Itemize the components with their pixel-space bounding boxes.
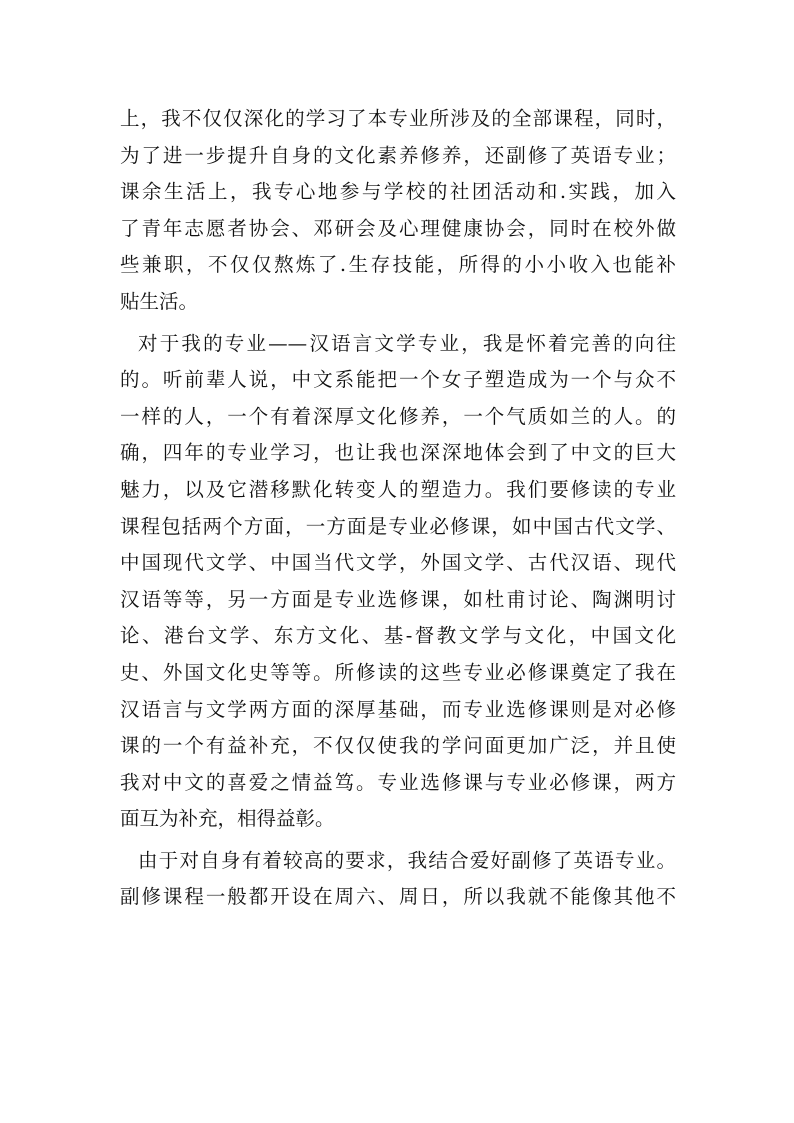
text-line: 些兼职，不仅仅熬炼了.生存技能，所得的小小收入也能补	[120, 253, 676, 277]
text-line: 了青年志愿者协会、邓研会及心理健康协会，同时在校外做	[120, 216, 676, 240]
text-line: 为了进一步提升自身的文化素养修养，还副修了英语专业；	[120, 143, 676, 167]
text-line: 课余生活上，我专心地参与学校的社团活动和.实践，加入	[120, 180, 676, 204]
text-line: 对于我的专业——汉语言文学专业，我是怀着完善的向往	[138, 331, 676, 355]
paragraph-3	[120, 843, 676, 916]
text-line: 由于对自身有着较高的要求，我结合爱好副修了英语专业。	[138, 848, 676, 872]
text-line: 汉语言与文学两方面的深厚基础，而专业选修课则是对必修	[120, 697, 676, 721]
text-line: 我对中文的喜爱之情益笃。专业选修课与专业必修课，两方	[120, 770, 676, 794]
body-text	[120, 101, 676, 916]
text-line: 课的一个有益补充，不仅仅使我的学问面更加广泛，并且使	[120, 734, 676, 758]
text-line: 汉语等等，另一方面是专业选修课，如杜甫讨论、陶渊明讨	[120, 587, 676, 611]
text-line: 贴生活。	[120, 289, 199, 313]
text-line: 中国现代文学、中国当代文学，外国文学、古代汉语、现代	[120, 551, 676, 575]
text-line: 的。听前辈人说，中文系能把一个女子塑造成为一个与众不	[120, 368, 676, 392]
text-line: 确，四年的专业学习，也让我也深深地体会到了中文的巨大	[120, 441, 676, 465]
text-line: 课程包括两个方面，一方面是专业必修课，如中国古代文学、	[120, 514, 676, 538]
text-line: 论、港台文学、东方文化、基-督教文学与文化，中国文化	[120, 624, 676, 648]
text-line: 史、外国文化史等等。所修读的这些专业必修课奠定了我在	[120, 660, 676, 684]
text-line: 一样的人，一个有着深厚文化修养，一个气质如兰的人。的	[120, 404, 676, 428]
text-line: 上，我不仅仅深化的学习了本专业所涉及的全部课程，同时，	[120, 107, 676, 130]
text-line: 面互为补充，相得益彰。	[120, 807, 335, 831]
paragraph-2	[120, 326, 676, 838]
text-line: 魅力，以及它潜移默化转变人的塑造力。我们要修读的专业	[120, 477, 676, 501]
paragraph-1	[120, 101, 676, 321]
text-line: 副修课程一般都开设在周六、周日，所以我就不能像其他不	[120, 885, 676, 909]
